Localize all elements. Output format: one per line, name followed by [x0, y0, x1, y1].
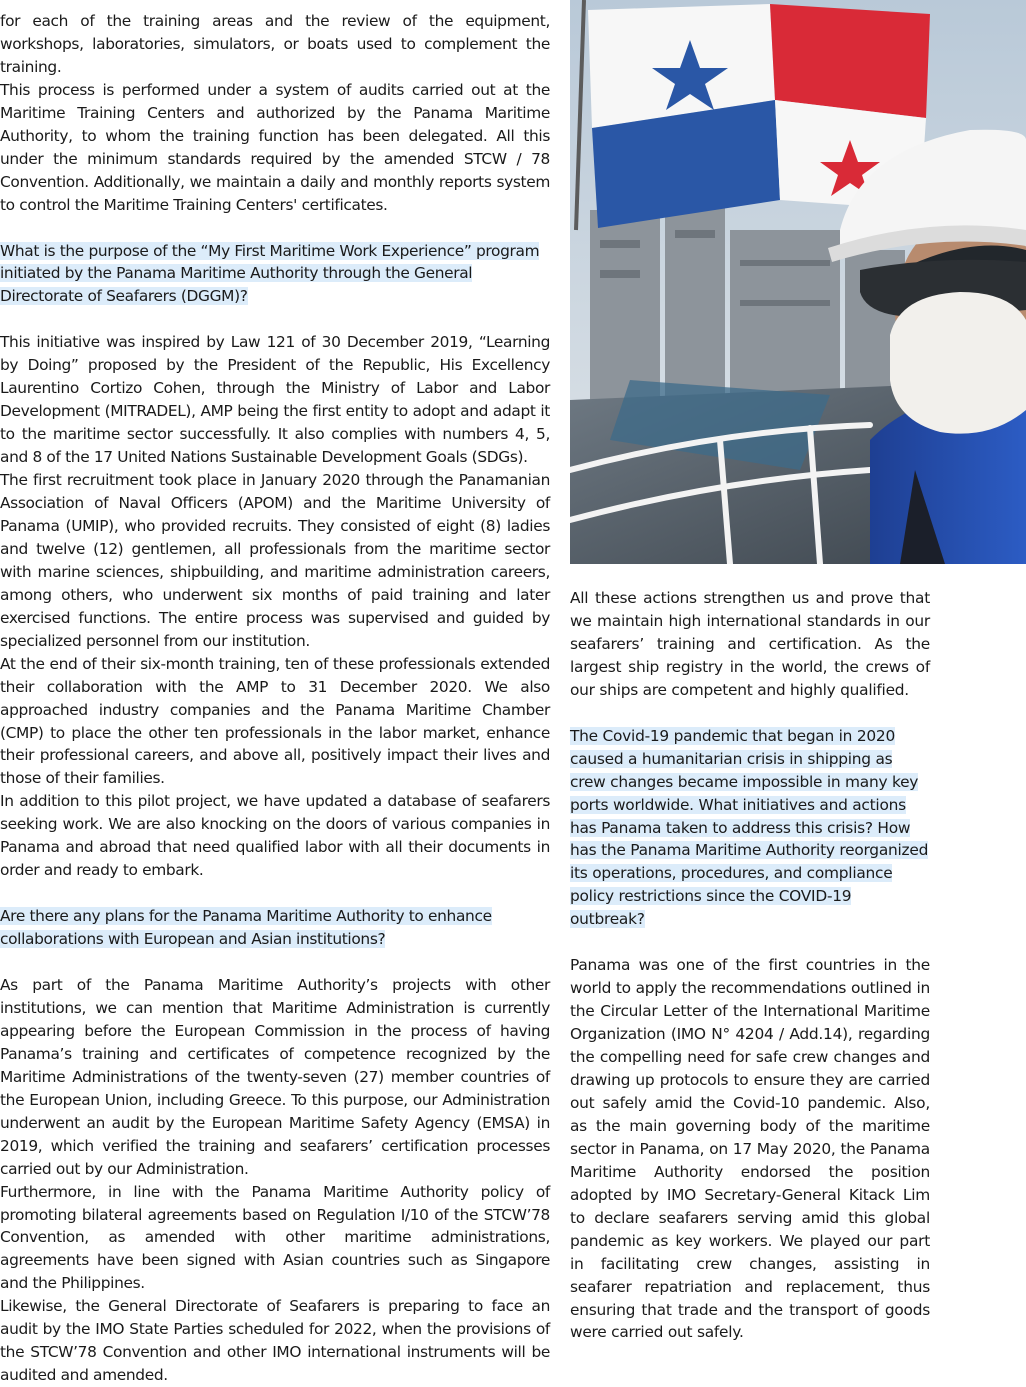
body-paragraph: This process is performed under a system of audits carried out at the Maritime Training Centers and authorized by the Panama Maritime Authority, to whom the training function has been delegated. All this under the minimum standards required by the amended STCW / 78 Convention. Additionally, we maintain a daily and monthly reports system to control the Maritime Training Centers' certificates.: [0, 80, 550, 214]
question-highlight: The Covid-19 pandemic that began in 2020 caused a humanitarian crisis in shipping as crew changes became impossible in many key ports worldwide. What initiatives and actions has Panama taken to address this crisis? How has the Panama Maritime Authority reorganized its operations, procedures, and compliance policy restrictions since the COVID-19 outbreak?: [570, 726, 929, 929]
body-paragraph: The first recruitment took place in January 2020 through the Panamanian Association of Naval Officers (APOM) and the Maritime University of Panama (UMIP), who provided recruits. They consisted of eight (8) ladies and twelve (12) gentlemen, all professionals from the maritime sector with marine sciences, shipbuilding, and maritime administration careers, among others, who underwent six months of paid training and later exercised functions. The entire process was supervised and guided by specialized personnel from our institution.: [0, 471, 550, 650]
interview-question: [0, 905, 550, 951]
body-paragraph: This initiative was inspired by Law 121 of 30 December 2019, “Learning by Doing” proposed by the President of the Republic, His Excellency Laurentino Cortizo Cohen, through the Ministry of Labor and Labor Development (MITRADEL), AMP being the first entity to adopt and adapt it to the maritime sector successfully. It also complies with numbers 4, 5, and 8 of the 17 United Nations Sustainable Development Goals (SDGs).: [0, 333, 550, 467]
body-paragraph: In addition to this pilot project, we have updated a database of seafarers seeking work. We are also knocking on the doors of various companies in Panama and abroad that need qualified labor with all their documents in order and ready to embark.: [0, 792, 550, 880]
interview-question: [0, 240, 550, 309]
body-paragraph: Likewise, the General Directorate of Seafarers is preparing to face an audit by the IMO State Parties scheduled for 2022, when the provisions of the STCW’78 Convention and other IMO international instruments will be audited and amended.: [0, 1297, 550, 1385]
body-paragraph: Furthermore, in line with the Panama Maritime Authority policy of promoting bilateral agreements based on Regulation I/10 of the STCW’78 Convention, as amended with other maritime administrations, agreements have been signed with Asian countries such as Singapore and the Philippines.: [0, 1182, 550, 1293]
interview-question: [570, 725, 930, 932]
body-paragraph: As part of the Panama Maritime Authority’s projects with other institutions, we can mention that Maritime Administration is currently appearing before the European Commission in the process of having Panama’s training and certificates of competence recognized by the Maritime Administrations of the twenty-seven (27) member countries of the European Union, including Greece. To this purpose, our Administration underwent an audit by the European Maritime Safety Agency (EMSA) in 2019, which verified the training and seafarers’ certification processes carried out by our Administration.: [0, 975, 550, 1178]
body-paragraph: All these actions strengthen us and prove that we maintain high international standards in our seafarers’ training and certification. As the largest ship registry in the world, the crews of our ships are competent and highly qualified.: [570, 589, 930, 699]
body-paragraph: At the end of their six-month training, ten of these professionals extended their collaboration with the AMP to 31 December 2020. We also approached industry companies and the Panama Maritime Chamber (CMP) to place the other ten professionals in the labor market, enhance their professional careers, and above all, positively impact their lives and those of their families.: [0, 654, 550, 788]
question-highlight: Are there any plans for the Panama Maritime Authority to enhance collaborations with European and Asian institutions?: [0, 907, 492, 949]
photo-seafarer-with-panama-flag: [570, 0, 1026, 564]
right-column: [570, 587, 930, 1344]
left-column: [0, 10, 550, 1387]
body-paragraph: for each of the training areas and the review of the equipment, workshops, laboratories, simulators, or boats used to complement the training.: [0, 12, 550, 76]
body-paragraph: Panama was one of the first countries in the world to apply the recommendations outlined in the Circular Letter of the International Maritime Organization (IMO N° 4204 / Add.14), regarding the compelling need for safe crew changes and drawing up protocols to ensure they are carried out safely amid the Covid-10 pandemic. Also, as the main governing body of the maritime sector in Panama, on 17 May 2020, the Panama Maritime Authority endorsed the position adopted by IMO Secretary-General Kitack Lim to declare seafarers serving amid this global pandemic as key workers. We played our part in facilitating crew changes, assisting in seafarer repatriation and replacement, thus ensuring that trade and the transport of goods were carried out safely.: [570, 956, 930, 1342]
question-highlight: What is the purpose of the “My First Maritime Work Experience” program initiated by the Panama Maritime Authority through the General Directorate of Seafarers (DGGM)?: [0, 241, 540, 306]
